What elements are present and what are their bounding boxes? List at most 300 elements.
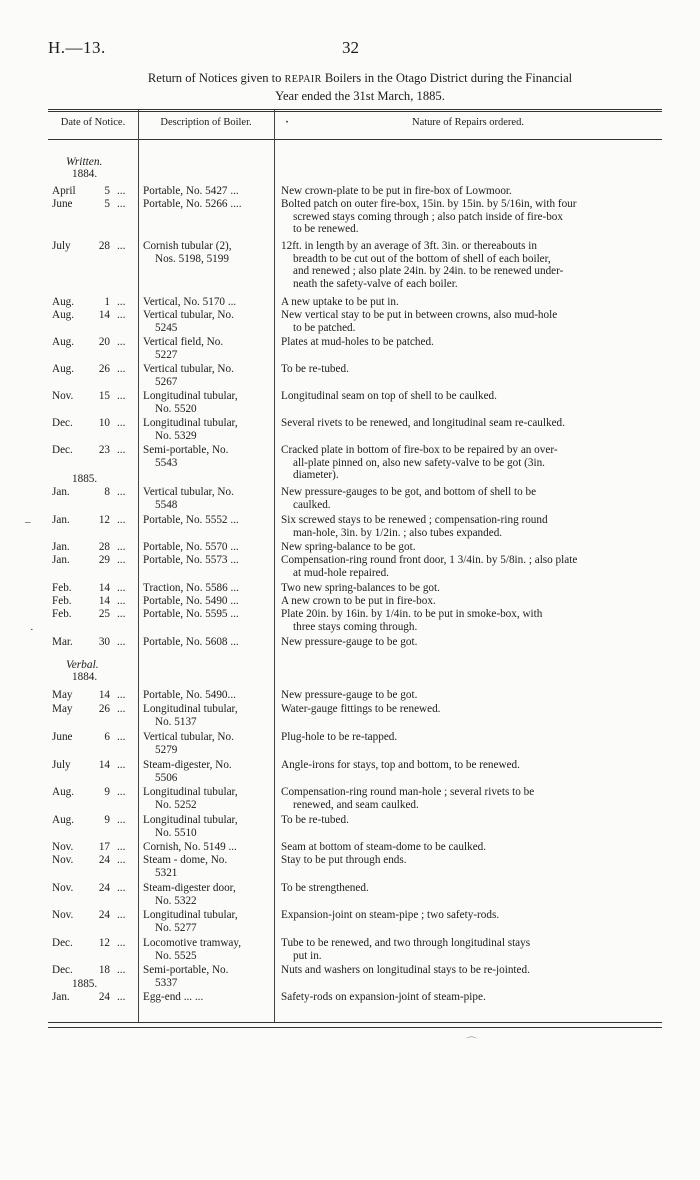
- row-date: [52, 937, 132, 950]
- row-leader-dots: ...: [117, 882, 126, 894]
- row-date: [52, 554, 132, 567]
- column-header-description: Description of Boiler.: [160, 117, 252, 128]
- row-repairs: [281, 554, 647, 579]
- row-month: Jan.: [52, 554, 70, 566]
- row-leader-dots: ...: [117, 486, 126, 498]
- description-line: No. 5137: [155, 715, 197, 728]
- repairs-line: To be re-tubed.: [281, 814, 349, 826]
- row-leader-dots: ...: [117, 689, 126, 701]
- row-date: [52, 854, 132, 867]
- column-header-nature: Nature of Repairs ordered.: [412, 117, 524, 128]
- row-date: [52, 541, 132, 554]
- repairs-line: A new crown to be put in fire-box.: [281, 595, 436, 607]
- row-date: [52, 759, 132, 772]
- repairs-line: New pressure-gauges to be got, and bottom of shell to be: [281, 486, 537, 498]
- description-line: Portable, No. 5490...: [143, 689, 236, 701]
- row-description: [143, 240, 268, 265]
- row-day: 23: [98, 444, 110, 456]
- title-word: during the Financial: [467, 71, 573, 85]
- description-line: Longitudinal tubular,: [143, 909, 238, 921]
- row-leader-dots: ...: [117, 937, 126, 949]
- row-description: [143, 486, 268, 511]
- row-repairs: [281, 703, 647, 716]
- row-day: 5: [104, 185, 110, 197]
- row-leader-dots: ...: [117, 909, 126, 921]
- row-description: [143, 964, 268, 989]
- repairs-line: man-hole, 3in. by 1/2in. ; also tubes expanded.: [293, 526, 503, 539]
- row-leader-dots: ...: [117, 703, 126, 715]
- page-number: 32: [342, 38, 359, 57]
- row-description: [143, 731, 268, 756]
- repairs-line: Nuts and washers on longitudinal stays to be re-jointed.: [281, 964, 530, 976]
- row-day: 24: [98, 991, 110, 1003]
- row-repairs: [281, 185, 647, 198]
- row-month: Aug.: [52, 814, 75, 826]
- row-month: Dec.: [52, 417, 73, 429]
- row-date: [52, 841, 132, 854]
- year-label: 1884.: [72, 168, 98, 180]
- row-month: Mar.: [52, 636, 73, 648]
- row-description: [143, 759, 268, 784]
- margin-dot: ·: [30, 624, 34, 636]
- row-repairs: [281, 937, 647, 962]
- row-leader-dots: ...: [117, 608, 126, 620]
- row-date: [52, 390, 132, 403]
- row-repairs: [281, 486, 647, 511]
- description-line: Longitudinal tubular,: [143, 390, 238, 402]
- repairs-line: to be patched.: [293, 321, 356, 334]
- repairs-line: New crown-plate to be put in fire-box of Lowmoor.: [281, 185, 512, 197]
- description-line: Portable, No. 5595 ...: [143, 608, 239, 620]
- description-line: 5321: [155, 866, 178, 879]
- column-divider-description: [274, 110, 275, 1022]
- row-date: [52, 595, 132, 608]
- row-date: [52, 444, 132, 457]
- row-leader-dots: ...: [117, 636, 126, 648]
- row-leader-dots: ...: [117, 309, 126, 321]
- description-line: Semi-portable, No.: [143, 964, 229, 976]
- repairs-line: Angle-irons for stays, top and bottom, to be renewed.: [281, 759, 520, 771]
- row-day: 14: [98, 595, 110, 607]
- repairs-line: New pressure-gauge to be got.: [281, 689, 418, 701]
- repairs-line: Water-gauge fittings to be renewed.: [281, 703, 441, 715]
- table-bottom-rule-2: [48, 1027, 662, 1028]
- repairs-line: renewed, and seam caulked.: [293, 798, 419, 811]
- row-repairs: [281, 759, 647, 772]
- repairs-line: Six screwed stays to be renewed ; compensation-ring round: [281, 514, 548, 526]
- year-label: 1885.: [72, 978, 98, 990]
- row-repairs: [281, 964, 647, 977]
- description-line: Portable, No. 5608 ...: [143, 636, 239, 648]
- repairs-line: Compensation-ring round man-hole ; several rivets to be: [281, 786, 535, 798]
- row-repairs: [281, 786, 647, 811]
- row-repairs: [281, 636, 647, 649]
- repairs-line: screwed stays coming through ; also patch inside of fire-box: [293, 210, 563, 223]
- row-leader-dots: ...: [117, 417, 126, 429]
- repairs-line: New vertical stay to be put in between crowns, also mud-hole: [281, 309, 558, 321]
- column-header-mark: ·: [285, 117, 289, 128]
- row-month: Nov.: [52, 390, 74, 402]
- description-line: Steam-digester door,: [143, 882, 236, 894]
- row-day: 10: [98, 417, 110, 429]
- description-line: Portable, No. 5570 ...: [143, 541, 239, 553]
- row-description: [143, 336, 268, 361]
- repairs-line: A new uptake to be put in.: [281, 296, 399, 308]
- row-description: [143, 417, 268, 442]
- row-description: [143, 363, 268, 388]
- description-line: Cornish, No. 5149 ...: [143, 841, 237, 853]
- repairs-line: and renewed ; also plate 24in. by 24in. to be renewed under-: [293, 265, 564, 278]
- row-repairs: [281, 854, 647, 867]
- description-line: Cornish tubular (2),: [143, 240, 232, 252]
- row-month: July: [52, 759, 71, 771]
- row-description: [143, 882, 268, 907]
- row-month: Aug.: [52, 296, 75, 308]
- row-description: [143, 541, 268, 554]
- row-month: Jan.: [52, 991, 70, 1003]
- column-header-date: Date of Notice.: [60, 117, 126, 128]
- description-line: 5279: [155, 743, 178, 756]
- row-day: 9: [104, 814, 110, 826]
- row-repairs: [281, 814, 647, 827]
- row-date: [52, 417, 132, 430]
- row-month: Jan.: [52, 541, 70, 553]
- description-line: No. 5520: [155, 402, 197, 415]
- row-day: 14: [98, 582, 110, 594]
- row-day: 6: [104, 731, 110, 743]
- row-day: 17: [98, 841, 110, 853]
- bottom-mark: ⌒: [466, 1037, 477, 1049]
- row-date: [52, 814, 132, 827]
- row-month: Jan.: [52, 514, 70, 526]
- row-date: [52, 240, 132, 253]
- row-month: June: [52, 198, 73, 210]
- row-description: [143, 185, 268, 198]
- repairs-line: New pressure-gauge to be got.: [281, 636, 418, 648]
- repairs-line: all-plate pinned on, also new safety-valve to be got (3in.: [293, 456, 545, 469]
- row-day: 20: [98, 336, 110, 348]
- section-label-written: Written.: [66, 156, 103, 168]
- row-description: [143, 514, 268, 527]
- description-line: Nos. 5198, 5199: [155, 252, 229, 265]
- row-leader-dots: ...: [117, 444, 126, 456]
- row-description: [143, 991, 268, 1004]
- row-month: Nov.: [52, 882, 74, 894]
- row-month: April: [52, 185, 76, 197]
- repairs-line: Several rivets to be renewed, and longitudinal seam re-caulked.: [281, 417, 565, 429]
- row-description: [143, 814, 268, 839]
- row-description: [143, 909, 268, 934]
- row-repairs: [281, 608, 647, 633]
- description-line: No. 5525: [155, 949, 197, 962]
- row-description: [143, 554, 268, 567]
- description-line: Egg-end ... ...: [143, 991, 204, 1003]
- row-leader-dots: ...: [117, 390, 126, 402]
- row-repairs: [281, 909, 647, 922]
- title-word: Boilers: [324, 71, 362, 85]
- year-label: 1885.: [72, 473, 98, 485]
- row-date: [52, 336, 132, 349]
- row-date: [52, 514, 132, 527]
- description-line: Steam - dome, No.: [143, 854, 228, 866]
- row-day: 15: [98, 390, 110, 402]
- row-repairs: [281, 731, 647, 744]
- description-line: Longitudinal tubular,: [143, 786, 238, 798]
- repairs-line: diameter).: [293, 469, 339, 482]
- description-line: Portable, No. 5573 ...: [143, 554, 239, 566]
- row-description: [143, 841, 268, 854]
- row-date: [52, 882, 132, 895]
- repairs-line: to be renewed.: [293, 223, 359, 236]
- title-word: Otago: [395, 71, 427, 85]
- row-month: Nov.: [52, 854, 74, 866]
- row-day: 18: [98, 964, 110, 976]
- row-month: May: [52, 689, 73, 701]
- row-repairs: [281, 991, 647, 1004]
- description-line: Portable, No. 5266 ....: [143, 198, 242, 210]
- repairs-line: Expansion-joint on steam-pipe ; two safety-rods.: [281, 909, 500, 921]
- description-line: 5506: [155, 771, 178, 784]
- row-month: Aug.: [52, 309, 75, 321]
- page-reference: H.—13.: [48, 38, 106, 57]
- description-line: Vertical tubular, No.: [143, 486, 234, 498]
- description-line: Portable, No. 5490 ...: [143, 595, 239, 607]
- row-day: 9: [104, 786, 110, 798]
- row-leader-dots: ...: [117, 554, 126, 566]
- repairs-line: Plates at mud-holes to be patched.: [281, 336, 434, 348]
- row-repairs: [281, 296, 647, 309]
- row-month: Nov.: [52, 841, 74, 853]
- row-repairs: [281, 689, 647, 702]
- row-day: 28: [98, 240, 110, 252]
- row-day: 24: [98, 854, 110, 866]
- row-date: [52, 198, 132, 211]
- row-description: [143, 937, 268, 962]
- row-day: 14: [98, 309, 110, 321]
- repairs-line: Compensation-ring round front door, 1 3/4in. by 5/8in. ; also plate: [281, 554, 578, 566]
- row-month: July: [52, 240, 71, 252]
- row-month: Feb.: [52, 595, 72, 607]
- row-leader-dots: ...: [117, 240, 126, 252]
- row-date: [52, 582, 132, 595]
- row-leader-dots: ...: [117, 582, 126, 594]
- repairs-line: three stays coming through.: [293, 620, 418, 633]
- row-leader-dots: ...: [117, 595, 126, 607]
- row-date: [52, 964, 132, 977]
- row-leader-dots: ...: [117, 296, 126, 308]
- row-day: 14: [98, 759, 110, 771]
- row-day: 29: [98, 554, 110, 566]
- row-repairs: [281, 582, 647, 595]
- row-month: Aug.: [52, 786, 75, 798]
- row-description: [143, 595, 268, 608]
- title-word: REPAIR: [284, 74, 322, 85]
- row-month: June: [52, 731, 73, 743]
- row-date: [52, 731, 132, 744]
- row-date: [52, 786, 132, 799]
- repairs-line: breadth to be cut out of the bottom of shell of each boiler,: [293, 252, 551, 265]
- description-line: Locomotive tramway,: [143, 937, 242, 949]
- description-line: 5548: [155, 498, 178, 511]
- row-day: 24: [98, 909, 110, 921]
- description-line: Portable, No. 5552 ...: [143, 514, 239, 526]
- row-date: [52, 309, 132, 322]
- description-line: 5337: [155, 976, 178, 989]
- row-date: [52, 689, 132, 702]
- repairs-line: Seam at bottom of steam-dome to be caulked.: [281, 841, 487, 853]
- repairs-line: Plug-hole to be re-tapped.: [281, 731, 398, 743]
- row-repairs: [281, 595, 647, 608]
- row-description: [143, 444, 268, 469]
- title-word: Return: [147, 71, 183, 85]
- row-date: [52, 486, 132, 499]
- row-repairs: [281, 514, 647, 539]
- row-day: 28: [98, 541, 110, 553]
- description-line: No. 5510: [155, 826, 197, 839]
- description-line: Vertical, No. 5170 ...: [143, 296, 237, 308]
- description-line: Vertical field, No.: [143, 336, 224, 348]
- row-date: [52, 608, 132, 621]
- description-line: No. 5322: [155, 894, 197, 907]
- row-repairs: [281, 541, 647, 554]
- repairs-line: 12ft. in length by an average of 3ft. 3in. or thereabouts in: [281, 240, 537, 252]
- title-line-2: Year ended the 31st March, 1885.: [275, 89, 445, 103]
- row-day: 26: [98, 703, 110, 715]
- description-line: Longitudinal tubular,: [143, 703, 238, 715]
- row-leader-dots: ...: [117, 814, 126, 826]
- row-date: [52, 909, 132, 922]
- description-line: Portable, No. 5427 ...: [143, 185, 239, 197]
- row-repairs: [281, 841, 647, 854]
- row-leader-dots: ...: [117, 514, 126, 526]
- row-month: Jan.: [52, 486, 70, 498]
- description-line: No. 5277: [155, 921, 197, 934]
- row-leader-dots: ...: [117, 731, 126, 743]
- row-repairs: [281, 363, 647, 376]
- title-word: in the: [361, 71, 396, 85]
- row-month: Aug.: [52, 336, 75, 348]
- table-top-rule: [48, 109, 662, 112]
- repairs-line: Bolted patch on outer fire-box, 15in. by 15in. by 5/16in, with four: [281, 198, 577, 210]
- row-leader-dots: ...: [117, 991, 126, 1003]
- row-month: Feb.: [52, 582, 72, 594]
- row-month: Feb.: [52, 608, 72, 620]
- row-repairs: [281, 198, 647, 236]
- row-day: 25: [98, 608, 110, 620]
- row-description: [143, 689, 268, 702]
- row-repairs: [281, 444, 647, 482]
- row-repairs: [281, 882, 647, 895]
- repairs-line: Two new spring-balances to be got.: [281, 582, 440, 594]
- description-line: Longitudinal tubular,: [143, 814, 238, 826]
- row-date: [52, 991, 132, 1004]
- row-date: [52, 703, 132, 716]
- row-day: 26: [98, 363, 110, 375]
- description-line: 5267: [155, 375, 178, 388]
- row-date: [52, 636, 132, 649]
- row-day: 1: [104, 296, 110, 308]
- row-day: 12: [98, 514, 110, 526]
- repairs-line: neath the safety-valve of each boiler.: [293, 277, 458, 290]
- row-month: Dec.: [52, 964, 73, 976]
- row-repairs: [281, 240, 647, 290]
- row-leader-dots: ...: [117, 541, 126, 553]
- row-description: [143, 786, 268, 811]
- repairs-line: Plate 20in. by 16in. by 1/4in. to be put in smoke-box, with: [281, 608, 543, 620]
- repairs-line: Longitudinal seam on top of shell to be caulked.: [281, 390, 497, 402]
- margin-dash: –: [25, 516, 31, 528]
- description-line: 5227: [155, 348, 178, 361]
- description-line: 5245: [155, 321, 178, 334]
- row-month: Dec.: [52, 937, 73, 949]
- row-date: [52, 296, 132, 309]
- row-leader-dots: ...: [117, 854, 126, 866]
- description-line: 5543: [155, 456, 178, 469]
- description-line: Semi-portable, No.: [143, 444, 229, 456]
- repairs-line: Tube to be renewed, and two through longitudinal stays: [281, 937, 531, 949]
- row-leader-dots: ...: [117, 336, 126, 348]
- document-title: [60, 70, 660, 104]
- row-description: [143, 309, 268, 334]
- row-description: [143, 390, 268, 415]
- description-line: Vertical tubular, No.: [143, 363, 234, 375]
- description-line: No. 5329: [155, 429, 197, 442]
- row-description: [143, 296, 268, 309]
- title-word: District: [429, 71, 468, 85]
- repairs-line: To be re-tubed.: [281, 363, 349, 375]
- row-leader-dots: ...: [117, 185, 126, 197]
- repairs-line: at mud-hole repaired.: [293, 566, 389, 579]
- row-description: [143, 608, 268, 621]
- description-line: No. 5252: [155, 798, 197, 811]
- row-day: 12: [98, 937, 110, 949]
- row-repairs: [281, 309, 647, 334]
- description-line: Vertical tubular, No.: [143, 731, 234, 743]
- year-label: 1884.: [72, 671, 98, 683]
- row-date: [52, 363, 132, 376]
- title-line-1: [60, 70, 660, 88]
- table-header-rule: [48, 139, 662, 140]
- description-line: Longitudinal tubular,: [143, 417, 238, 429]
- row-leader-dots: ...: [117, 759, 126, 771]
- repairs-line: caulked.: [293, 498, 331, 511]
- repairs-line: put in.: [293, 949, 322, 962]
- row-leader-dots: ...: [117, 363, 126, 375]
- repairs-line: Cracked plate in bottom of fire-box to be repaired by an over-: [281, 444, 558, 456]
- row-repairs: [281, 390, 647, 403]
- row-description: [143, 703, 268, 728]
- title-word: of: [182, 71, 199, 85]
- row-day: 30: [98, 636, 110, 648]
- table-bottom-rule: [48, 1022, 662, 1023]
- repairs-line: Safety-rods on expansion-joint of steam-pipe.: [281, 991, 486, 1003]
- repairs-line: New spring-balance to be got.: [281, 541, 416, 553]
- row-date: [52, 185, 132, 198]
- row-leader-dots: ...: [117, 964, 126, 976]
- row-leader-dots: ...: [117, 786, 126, 798]
- description-line: Traction, No. 5586 ...: [143, 582, 239, 594]
- row-day: 14: [98, 689, 110, 701]
- title-word: Notices: [198, 71, 238, 85]
- description-line: Steam-digester, No.: [143, 759, 232, 771]
- row-month: Nov.: [52, 909, 74, 921]
- row-description: [143, 198, 268, 211]
- row-description: [143, 636, 268, 649]
- section-label-verbal: Verbal.: [66, 659, 99, 671]
- row-leader-dots: ...: [117, 841, 126, 853]
- row-day: 5: [104, 198, 110, 210]
- row-month: Aug.: [52, 363, 75, 375]
